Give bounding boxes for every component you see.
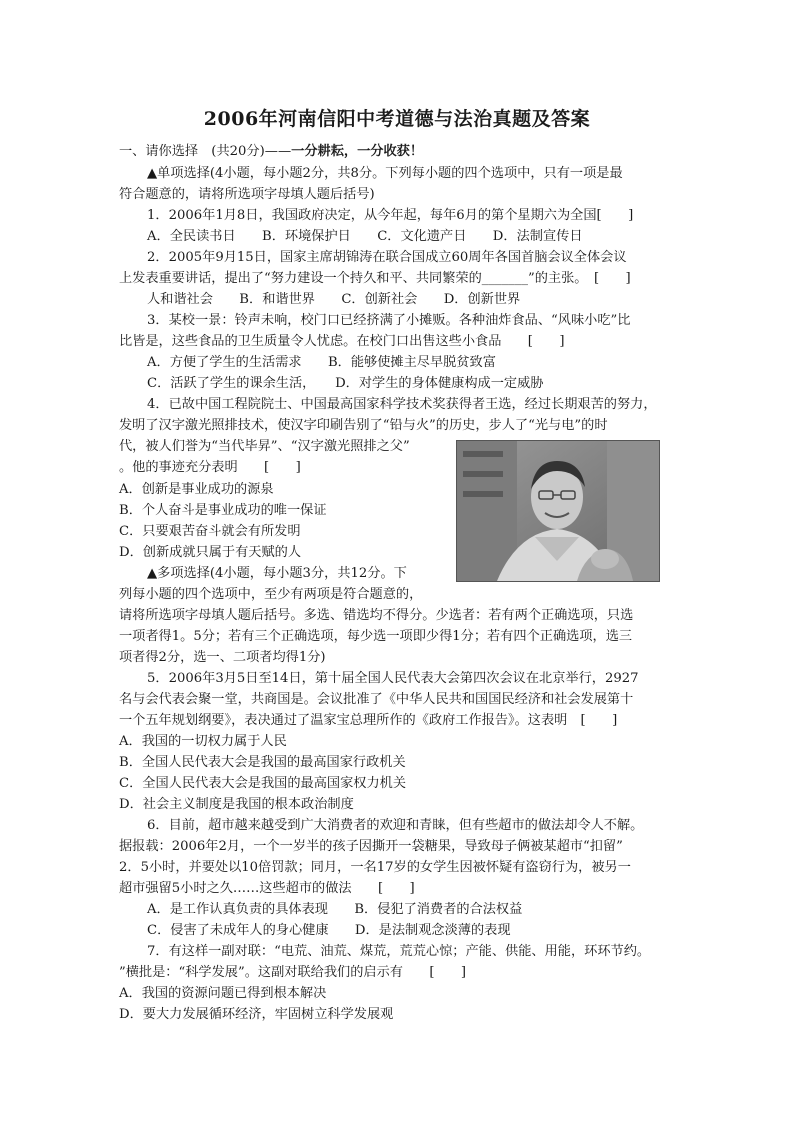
q7-stem-line2: ”横批是：“科学发展”。这副对联给我们的启示有 [ ] (119, 965, 467, 980)
section-heading-prefix: 一、请你选择 (共20分)—— (119, 144, 292, 159)
q6-stem-line2: 据报载：2006年2月，一个一岁半的孩子因撕开一袋糖果，导致母子俩被某超市“扣留” (119, 839, 623, 854)
q3-stem-line1: 3．某校一景：铃声未响，校门口已经挤满了小摊贩。各种油炸食品、“风味小吃”比 (147, 313, 631, 328)
multi-choice-intro-line4: 一项者得1。5分；若有三个正确选项，每少选一项即少得1分；若有四个正确选项，选三 (119, 629, 633, 644)
q4-stem-line4: 。他的事迹充分表明 [ ] (119, 460, 301, 475)
q3-options-line1: A．方便了学生的生活需求 B．能够使摊主尽早脱贫致富 (147, 355, 496, 370)
q4-option-a: A．创新是事业成功的源泉 (119, 482, 274, 497)
q1-stem: 1．2006年1月8日，我国政府决定，从今年起，每年6月的第个星期六为全国[ ] (147, 208, 634, 223)
q4-stem-line3: 代，被人们誉为“当代毕昇”、“汉字激光照排之父” (119, 439, 410, 454)
portrait-photo (456, 440, 660, 582)
q5-stem-line1: 5．2006年3月5日至14日，第十届全国人民代表大会第四次会议在北京举行，2927 (147, 671, 639, 686)
q5-stem-line2: 名与会代表会聚一堂，共商国是。会议批准了《中华人民共和国国民经济和社会发展第十 (119, 692, 634, 707)
portrait-photo-icon (457, 441, 659, 581)
q6-options-line2: C．侵害了未成年人的身心健康 D．是法制观念淡薄的表现 (147, 923, 511, 938)
q6-stem-line3: 2．5小时，并要处以10倍罚款；同月，一名17岁的女学生因被怀疑有盗窃行为，被另一 (119, 860, 631, 875)
q1-options: A．全民读书日 B．环境保护日 C．文化遗产日 D．法制宣传日 (147, 229, 583, 244)
q7-stem-line1: 7．有这样一副对联：“电荒、油荒、煤荒，荒荒心惊；产能、供能、用能，环环节约。 (147, 944, 651, 959)
multi-choice-intro-line3: 请将所选项字母填人题后括号。多选、错选均不得分。少选者：若有两个正确选项，只选 (119, 608, 634, 623)
q4-option-b: B．个人奋斗是事业成功的唯一保证 (119, 503, 327, 518)
q4-option-d: D．创新成就只属于有天赋的人 (119, 545, 302, 560)
q6-stem-line1: 6．目前，超市越来越受到广大消费者的欢迎和青睐，但有些超市的做法却令人不解。 (147, 818, 644, 833)
q5-option-d: D．社会主义制度是我国的根本政治制度 (119, 797, 354, 812)
q2-stem-line2: 上发表重要讲话，提出了“努力建设一个持久和平、共同繁荣的_______”的主张。 [ ] (119, 271, 631, 286)
q3-options-line2: C．活跃了学生的课余生活， D．对学生的身体健康构成一定威胁 (147, 376, 544, 391)
multi-choice-intro-line2: 列每小题的四个选项中，至少有两项是符合题意的， (119, 587, 423, 602)
single-choice-intro-line1: ▲单项选择(4小题，每小题2分，共8分。下列每小题的四个选项中，只有一项是最 (147, 166, 623, 181)
q2-stem-line1: 2．2005年9月15日，国家主席胡锦涛在联合国成立60周年各国首脑会议全体会议 (147, 250, 627, 265)
q7-option-a: A．我国的资源问题已得到根本解决 (119, 986, 327, 1001)
q2-options: 人和谐社会 B．和谐世界 C．创新社会 D．创新世界 (147, 292, 521, 307)
q6-stem-line4: 超市强留5小时之久……这些超市的做法 [ ] (119, 881, 415, 896)
q4-stem-line2: 发明了汉字激光照排技术，使汉字印刷告别了“铅与火”的历史，步人了“光与电”的时 (119, 418, 608, 433)
multi-choice-intro-line5: 项者得2分，选一、二项者均得1分) (119, 650, 326, 665)
q5-option-b: B．全国人民代表大会是我国的最高国家行政机关 (119, 755, 406, 770)
page-title: 2006年河南信阳中考道德与法治真题及答案 (203, 108, 591, 130)
q7-option-d: D．要大力发展循环经济，牢固树立科学发展观 (119, 1007, 394, 1022)
q5-option-c: C．全国人民代表大会是我国的最高国家权力机关 (119, 776, 407, 791)
q3-stem-line2: 比皆是，这些食品的卫生质量令人忧虑。在校门口出售这些小食品 [ ] (119, 334, 565, 349)
q5-option-a: A．我国的一切权力属于人民 (119, 734, 287, 749)
q6-options-line1: A．是工作认真负责的具体表现 B．侵犯了消费者的合法权益 (147, 902, 523, 917)
single-choice-intro-line2: 符合题意的，请将所选项字母填人题后括号) (119, 187, 375, 202)
q5-stem-line3: 一个五年规划纲要》，表决通过了温家宝总理所作的《政府工作报告》。这表明 [ ] (119, 713, 618, 728)
multi-choice-intro-line1: ▲多项选择(4小题，每小题3分，共12分。下 (147, 566, 407, 581)
section-heading (119, 142, 423, 162)
section-heading-motto: 一分耕耘，一分收获！ (291, 144, 424, 159)
q4-stem-line1: 4．已故中国工程院院士、中国最高国家科学技术奖获得者王选，经过长期艰苦的努力， (147, 397, 657, 412)
q4-option-c: C．只要艰苦奋斗就会有所发明 (119, 524, 301, 539)
